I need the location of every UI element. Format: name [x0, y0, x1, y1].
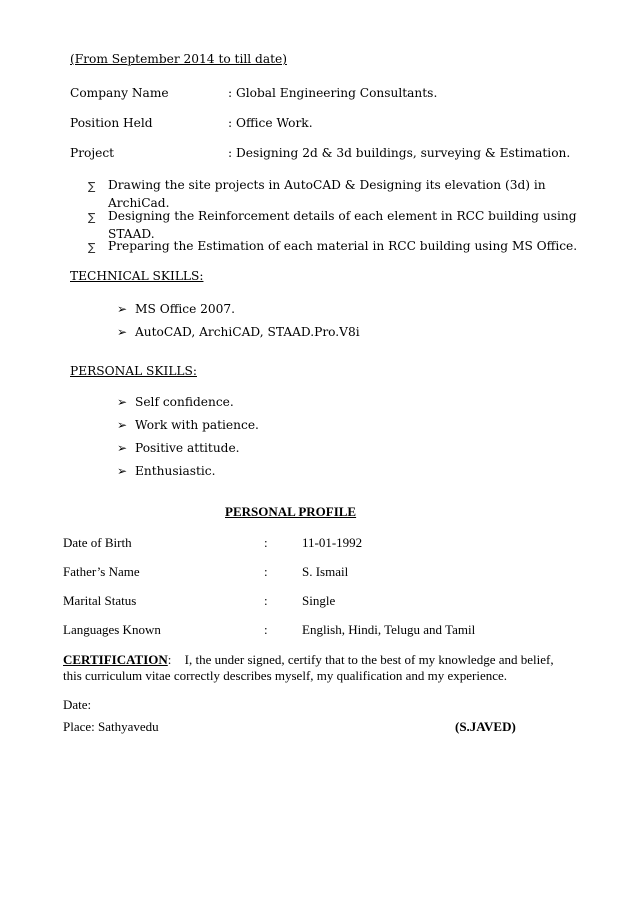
profile-label: Marital Status [63, 593, 137, 608]
certification-label: CERTIFICATION [63, 652, 168, 667]
technical-skill-item: AutoCAD, ArchiCAD, STAAD.Pro.V8i [135, 325, 360, 339]
profile-separator: : [264, 622, 268, 637]
personal-profile-heading: PERSONAL PROFILE [225, 504, 357, 519]
personal-skill-item: Self confidence. [135, 395, 234, 409]
project-label: Project [70, 146, 115, 160]
sigma-bullet-icon: ∑ [88, 180, 96, 193]
technical-skills-heading: TECHNICAL SKILLS: [70, 269, 204, 283]
arrow-bullet-icon: ➢ [117, 325, 128, 339]
position-held-value: : Office Work. [228, 116, 313, 130]
arrow-bullet-icon: ➢ [117, 395, 128, 409]
profile-value: English, Hindi, Telugu and Tamil [302, 622, 476, 637]
company-name-value: : Global Engineering Consultants. [228, 86, 438, 100]
personal-skill-item: Enthusiastic. [135, 464, 216, 478]
employment-period: (From September 2014 to till date) [70, 52, 287, 66]
personal-skill-item: Positive attitude. [135, 441, 240, 455]
project-bullet: Preparing the Estimation of each material in RCC building using MS Office. [108, 239, 578, 253]
certification-colon: : [167, 652, 172, 667]
company-name-label: Company Name [70, 86, 169, 100]
profile-value: 11-01-1992 [302, 535, 363, 550]
signature-name: (S.JAVED) [455, 719, 516, 734]
position-held-label: Position Held [70, 116, 153, 130]
profile-separator: : [264, 564, 268, 579]
profile-label: Date of Birth [63, 535, 132, 550]
arrow-bullet-icon: ➢ [117, 441, 128, 455]
profile-value: S. Ismail [302, 564, 349, 579]
place-label: Place: Sathyavedu [63, 719, 159, 734]
technical-skill-item: MS Office 2007. [135, 302, 236, 316]
date-label: Date: [63, 697, 92, 712]
profile-label: Languages Known [63, 622, 161, 637]
project-bullet: Drawing the site projects in AutoCAD & Designing its elevation (3d) in ArchiCad. [108, 178, 546, 210]
personal-skill-item: Work with patience. [135, 418, 259, 432]
sigma-bullet-icon: ∑ [88, 211, 96, 224]
arrow-bullet-icon: ➢ [117, 464, 128, 478]
certification-text-line1: I, the under signed, certify that to the best of my knowledge and belief, [184, 652, 554, 667]
arrow-bullet-icon: ➢ [117, 302, 128, 316]
profile-value: Single [302, 593, 336, 608]
project-bullet: Designing the Reinforcement details of each element in RCC building using STAAD. [108, 209, 577, 241]
project-value: : Designing 2d & 3d buildings, surveying & Estimation. [228, 146, 571, 160]
arrow-bullet-icon: ➢ [117, 418, 128, 432]
profile-separator: : [264, 535, 268, 550]
personal-skills-heading: PERSONAL SKILLS: [70, 364, 197, 378]
certification-text-line2: this curriculum vitae correctly describes myself, my qualification and my experience. [63, 668, 508, 683]
profile-separator: : [264, 593, 268, 608]
certification-line [63, 652, 554, 668]
profile-label: Father’s Name [63, 564, 140, 579]
sigma-bullet-icon: ∑ [88, 241, 96, 254]
